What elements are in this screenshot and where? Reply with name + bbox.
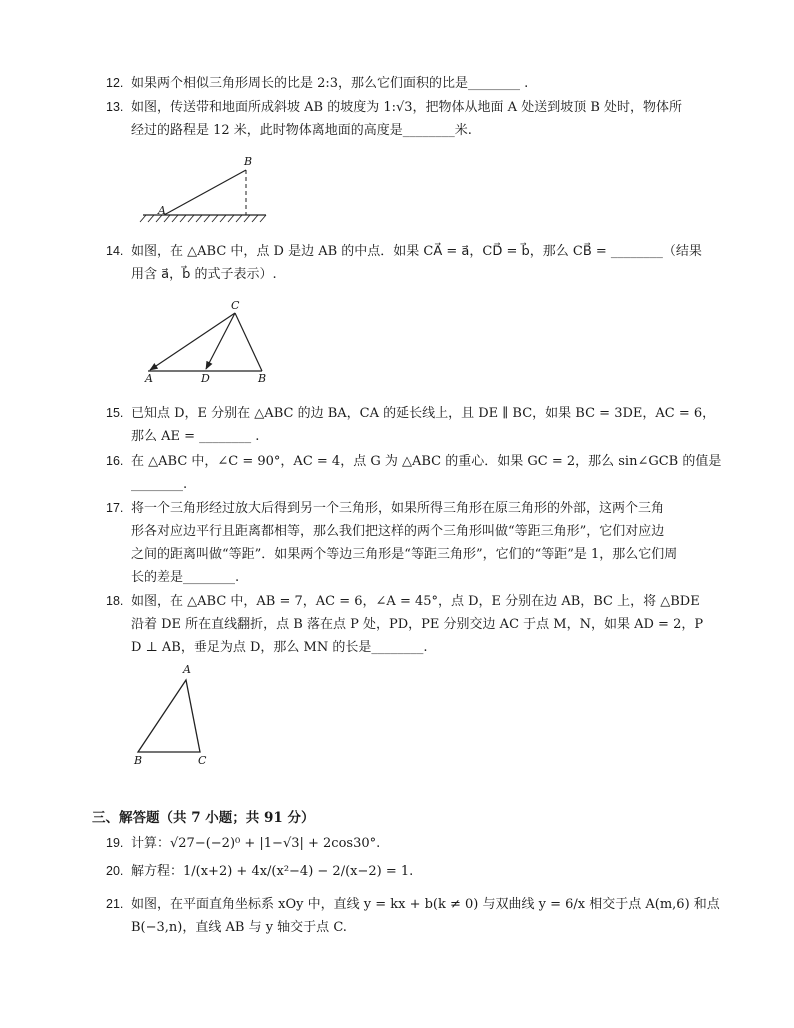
point-b-label: B xyxy=(244,155,253,168)
question-number: 18. xyxy=(106,594,124,608)
question-text: 经过的路程是 12 米，此时物体离地面的高度是________米. xyxy=(131,123,472,138)
question-13 xyxy=(106,96,713,142)
question-text: 在 △ABC 中，∠C = 90°，AC = 4，点 G 为 △ABC 的重心．如果 GC = 2，那么 sin∠GCB 的值是 xyxy=(131,454,722,469)
question-17 xyxy=(106,497,713,589)
question-21 xyxy=(106,893,720,939)
question-text: ________. xyxy=(131,477,188,492)
triangle-vector-figure xyxy=(140,298,275,388)
question-text: 之间的距离叫做“等距”．如果两个等边三角形是“等距三角形”，它们的“等距”是 1，那么它们周 xyxy=(131,547,678,562)
question-14 xyxy=(106,240,713,286)
question-number: 13. xyxy=(106,100,124,114)
triangle-abc-diagram xyxy=(128,660,228,772)
question-16 xyxy=(106,450,722,496)
question-text: D ⊥ AB，垂足为点 D，那么 MN 的长是________. xyxy=(131,640,428,655)
question-text: 沿着 DE 所在直线翻折，点 B 落在点 P 处，PD，PE 分别交边 AC 于点 M，N，如果 AD = 2，P xyxy=(131,617,704,632)
slope-diagram xyxy=(138,155,273,230)
question-20 xyxy=(106,860,713,883)
question-19 xyxy=(106,832,713,855)
question-text: B(−3,n)，直线 AB 与 y 轴交于点 C. xyxy=(131,920,347,935)
question-text: 已知点 D，E 分别在 △ABC 的边 BA，CA 的延长线上，且 DE ∥ BC，如果 BC = 3DE，AC = 6， xyxy=(131,406,716,421)
slope-figure xyxy=(138,155,273,230)
question-text: 用含 a⃗，b⃗ 的式子表示）. xyxy=(131,267,277,282)
question-text: 长的差是________. xyxy=(131,570,240,585)
point-a-label: A xyxy=(158,204,166,217)
point-d-label: D xyxy=(201,372,210,385)
question-18 xyxy=(106,590,713,659)
question-number: 12. xyxy=(106,76,124,90)
question-number: 20. xyxy=(106,864,124,878)
question-text: 计算：√27−(−2)⁰ + |1−√3| + 2cos30°. xyxy=(131,836,381,851)
point-a-label: A xyxy=(145,372,153,385)
triangle-abc-figure xyxy=(128,660,228,772)
question-number: 16. xyxy=(106,454,124,468)
question-text: 如图，在平面直角坐标系 xOy 中，直线 y = kx + b(k ≠ 0) 与双曲线 y = 6/x 相交于点 A(m,6) 和点 xyxy=(131,897,720,912)
question-text: 形各对应边平行且距离都相等，那么我们把这样的两个三角形叫做“等距三角形”，它们对应边 xyxy=(131,524,665,539)
question-number: 14. xyxy=(106,244,124,258)
section-heading: 三、解答题（共 7 小题；共 91 分） xyxy=(92,810,315,826)
question-text: 解方程：1/(x+2) + 4x/(x²−4) − 2/(x−2) = 1. xyxy=(131,864,414,879)
point-b-label: B xyxy=(134,754,143,767)
question-number: 17. xyxy=(106,501,124,515)
point-a-label: A xyxy=(183,663,191,676)
point-c-label: C xyxy=(231,299,240,312)
question-text: 如图，在 △ABC 中，AB = 7，AC = 6，∠A = 45°，点 D，E 分别在边 AB，BC 上，将 △BDE xyxy=(131,594,700,609)
point-c-label: C xyxy=(198,754,207,767)
question-text: 将一个三角形经过放大后得到另一个三角形，如果所得三角形在原三角形的外部，这两个三角 xyxy=(131,501,665,516)
question-12 xyxy=(106,72,713,95)
question-text: 如图，在 △ABC 中，点 D 是边 AB 的中点．如果 CA⃗ = a⃗，CD⃗ = b⃗，那么 CB⃗ = ________（结果 xyxy=(131,244,702,259)
question-number: 15. xyxy=(106,406,124,420)
question-number: 21. xyxy=(106,897,124,911)
point-b-label: B xyxy=(258,372,267,385)
question-text: 如果两个相似三角形周长的比是 2:3，那么它们面积的比是________ . xyxy=(131,76,529,91)
question-text: 那么 AE = ________ . xyxy=(131,429,260,444)
question-15 xyxy=(106,402,716,448)
question-text: 如图，传送带和地面所成斜坡 AB 的坡度为 1:√3，把物体从地面 A 处送到坡顶 B 处时，物体所 xyxy=(131,100,683,115)
question-number: 19. xyxy=(106,836,124,850)
